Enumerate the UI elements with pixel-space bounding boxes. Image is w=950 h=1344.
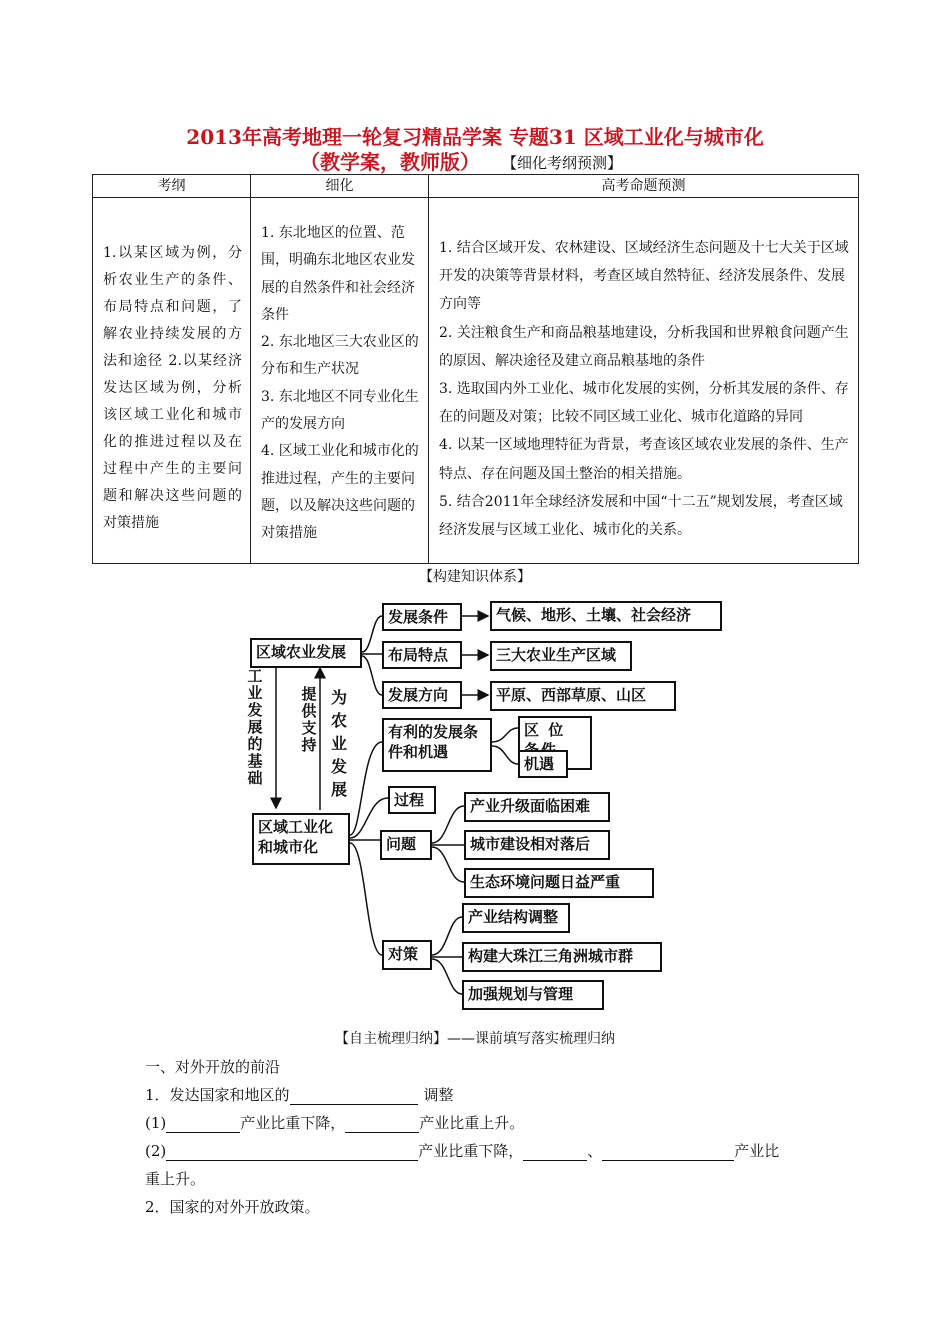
node-pearl-river-city-cluster: 构建大珠江三角洲城市群 xyxy=(462,942,662,972)
label-for-agriculture: 为农业发展 xyxy=(330,688,347,799)
table-header-outline: 考纲 xyxy=(93,175,251,198)
detail-item: 4. 区域工业化和城市化的推进过程，产生的主要问题，以及解决这些问题的对策措施 xyxy=(261,443,419,542)
prediction-item: 2. 关注粮食生产和商品粮基地建设，分析我国和世界粮食问题产生的原因、解决途径及建立商品粮基地的条件 xyxy=(439,324,849,369)
knowledge-system-heading: 【构建知识体系】 xyxy=(419,569,531,585)
fill-blank[interactable] xyxy=(602,1144,734,1161)
question-2: 2．国家的对外开放政策。 xyxy=(145,1198,320,1216)
prediction-item: 5. 结合2011年全球经济发展和中国“十二五”规划发展，考查区域经济发展与区域工业化、城市化的关系。 xyxy=(439,493,843,539)
q1a-mid: 产业比重下降， xyxy=(240,1114,346,1132)
node-industrial-restructuring: 产业结构调整 xyxy=(462,903,570,933)
q1a-label: (1) xyxy=(145,1114,167,1132)
node-measures: 对策 xyxy=(382,940,432,970)
question-1b xyxy=(145,1140,779,1161)
prediction-item: 4. 以某一区域地理特征为背景，考查该区域农业发展的条件、生产特点、存在问题及国土整治的相关措施。 xyxy=(439,437,849,482)
node-process: 过程 xyxy=(388,786,436,814)
node-urban-construction-lag: 城市建设相对落后 xyxy=(464,830,610,860)
node-three-agri-regions: 三大农业生产区域 xyxy=(490,641,632,671)
q1a-post: 产业比重上升。 xyxy=(419,1114,525,1132)
node-development-areas: 平原、西部草原、山区 xyxy=(490,681,676,711)
outline-cell: 1.以某区域为例，分析农业生产的条件、布局特点和问题，了解农业持续发展的方法和途径 2.以某经济发达区域为例，分析该区域工业化和城市化的推进过程以及在过程中产生的主要问题和解决这些问题的对策措施 xyxy=(93,198,251,564)
node-ecological-problems: 生态环境问题日益严重 xyxy=(464,868,654,898)
table-header-prediction: 高考命题预测 xyxy=(429,175,859,198)
node-agri-layout: 布局特点 xyxy=(382,641,462,669)
node-opportunity: 机遇 xyxy=(518,750,568,778)
q1-text: 1．发达国家和地区的 xyxy=(145,1086,290,1104)
q1b-post: 产业比 xyxy=(734,1142,780,1160)
fill-blank[interactable] xyxy=(166,1116,240,1133)
document-subtitle: （教学案，教师版） xyxy=(300,150,480,174)
node-agri-direction: 发展方向 xyxy=(382,681,462,709)
fill-blank[interactable] xyxy=(290,1088,418,1105)
table-header-detail: 细化 xyxy=(251,175,429,198)
node-favorable-conditions: 有利的发展条件和机遇 xyxy=(382,718,492,772)
section-opening-frontier: 一、对外开放的前沿 xyxy=(145,1058,281,1076)
prediction-item: 3. 选取国内外工业化、城市化发展的实例，分析其发展的条件、存在的问题及对策；比较不同区域工业化、城市化道路的异同 xyxy=(439,381,849,426)
detail-item: 1. 东北地区的位置、范围，明确东北地区农业发展的自然条件和社会经济条件 xyxy=(261,225,415,323)
node-agri-conditions: 发展条件 xyxy=(382,603,462,631)
fill-blank[interactable] xyxy=(523,1144,587,1161)
node-conditions-detail: 气候、地形、土壤、社会经济 xyxy=(490,601,722,631)
section-tag-outline: 【细化考纲预测】 xyxy=(502,154,623,172)
q1b-mid: 产业比重下降， xyxy=(418,1142,524,1160)
q1-suffix: 调整 xyxy=(423,1086,454,1104)
fill-blank[interactable] xyxy=(345,1116,419,1133)
detail-item: 2. 东北地区三大农业区的分布和生产状况 xyxy=(261,334,419,378)
question-1b-continued: 重上升。 xyxy=(145,1170,206,1188)
node-industrialization-urbanization: 区域工业化和城市化 xyxy=(252,813,350,865)
document-title: 2013年高考地理一轮复习精品学案 专题31 区域工业化与城市化 xyxy=(186,125,764,149)
label-industry-foundation: 工业发展的基础 xyxy=(247,667,263,787)
node-industrial-upgrade-difficulty: 产业升级面临困难 xyxy=(464,792,610,822)
prediction-item: 1. 结合区域开发、农林建设、区域经济生态问题及十七大关于区域开发的决策等背景材料，考查区域自然特征、经济发展条件、发展方向等 xyxy=(439,240,849,313)
node-problems: 问题 xyxy=(380,830,432,860)
node-regional-agriculture: 区域农业发展 xyxy=(250,638,362,668)
label-provide-support: 提供支持 xyxy=(301,685,317,754)
q1b-sep: 、 xyxy=(587,1142,603,1160)
node-planning-management: 加强规划与管理 xyxy=(462,980,604,1010)
question-1 xyxy=(145,1084,454,1105)
fill-blank[interactable] xyxy=(166,1144,418,1161)
node-location-conditions: 区 位 xyxy=(518,716,592,770)
q1b-label: (2) xyxy=(145,1142,167,1160)
question-1a xyxy=(145,1112,524,1133)
detail-item: 3. 东北地区不同专业化生产的发展方向 xyxy=(261,388,419,433)
review-heading: 【自主梳理归纳】——课前填写落实梳理归纳 xyxy=(335,1031,615,1047)
